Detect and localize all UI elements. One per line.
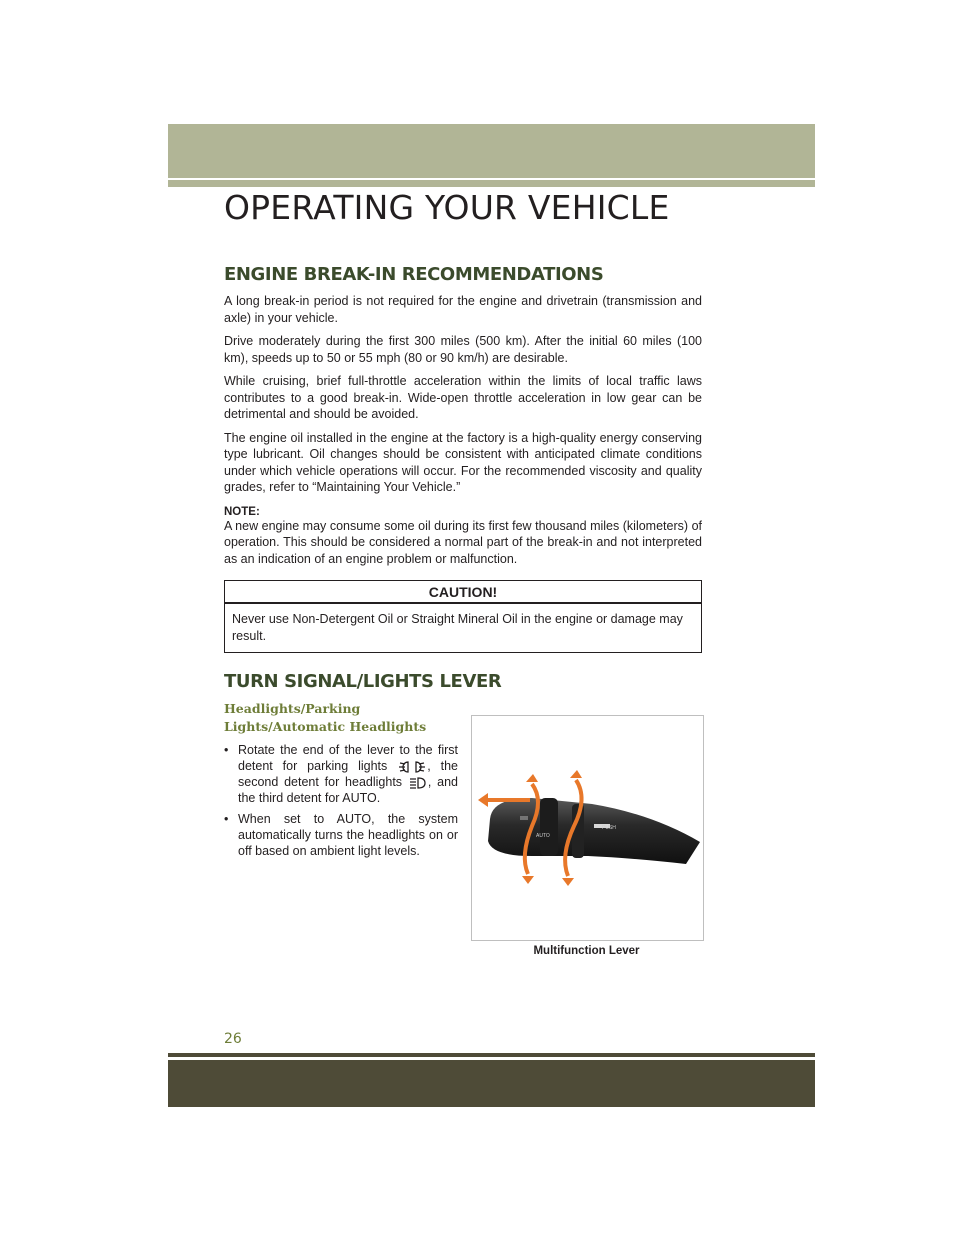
auto-label: AUTO [536, 833, 550, 839]
paragraph-1: A long break-in period is not required for the engine and drivetrain (transmission and axle) in your vehicle. [224, 294, 702, 325]
paragraph-4: The engine oil installed in the engine at the factory is a high-quality energy conserving type lubricant. Oil changes should be consistent with anticipated climate conditions under which vehicle operations will occur. For the recommended viscosity and quality grades, refer to “Maintaining Your Vehicle.” [224, 430, 702, 494]
caution-text: Never use Non-Detergent Oil or Straight Mineral Oil in the engine or damage may result. [232, 612, 683, 643]
header-band [168, 124, 815, 178]
bullet1-text-a: Rotate the end of the lever to the first detent for parking lights [238, 743, 458, 773]
lever-stalk [488, 798, 700, 864]
caution-box [224, 580, 702, 653]
caution-title: CAUTION! [225, 581, 701, 604]
bullet1-text-c: , and the third detent for AUTO. [238, 775, 458, 805]
section-heading-turn-signal: TURN SIGNAL/LIGHTS LEVER [224, 671, 502, 692]
footer-stripe [168, 1053, 815, 1057]
paragraph-2: Drive moderately during the first 300 miles (500 km). After the initial 60 miles (100 km), speeds up to 50 or 55 mph (80 or 90 km/h) are desirable. [224, 334, 702, 365]
parking-lights-icon [397, 760, 427, 774]
figure-caption: Multifunction Lever [533, 945, 640, 957]
turn-signal-column [224, 700, 458, 859]
headlights-icon [408, 776, 428, 790]
footer-band [168, 1060, 815, 1107]
rotary-ring [540, 798, 558, 856]
chapter-title: OPERATING YOUR VEHICLE [224, 188, 670, 227]
bullet-dot: • [224, 743, 229, 757]
list-item [224, 742, 458, 806]
note-label: NOTE: [224, 505, 260, 518]
section-heading-engine-break-in: ENGINE BREAK-IN RECOMMENDATIONS [224, 264, 604, 285]
paragraph-3: While cruising, brief full-throttle acceleration within the limits of local traffic laws contributes to a good break-in. Wide-open throttle acceleration in low gear can be detrimental and should be avoided. [224, 374, 702, 421]
page-number: 26 [224, 1031, 242, 1047]
note-text: A new engine may consume some oil during its first few thousand miles (kilometers) of operation. This should be considered a normal part of the break-in and not interpreted as an indication of an engine problem or malfunction. [224, 518, 702, 566]
list-item [224, 811, 458, 859]
multifunction-lever-image [472, 716, 703, 940]
push-label: PUSH [602, 825, 616, 831]
bullet-dot: • [224, 812, 229, 826]
bullet1-text-b: , the second detent for headlights [238, 759, 458, 789]
bullet2-text: When set to AUTO, the system automatically turns the headlights on or off based on ambient light levels. [238, 812, 458, 858]
header-stripe [168, 180, 815, 187]
bullet-list [224, 742, 458, 859]
multifunction-lever-figure [471, 715, 704, 941]
subheading-headlights: Headlights/Parking Lights/Automatic Headlights [224, 701, 427, 734]
